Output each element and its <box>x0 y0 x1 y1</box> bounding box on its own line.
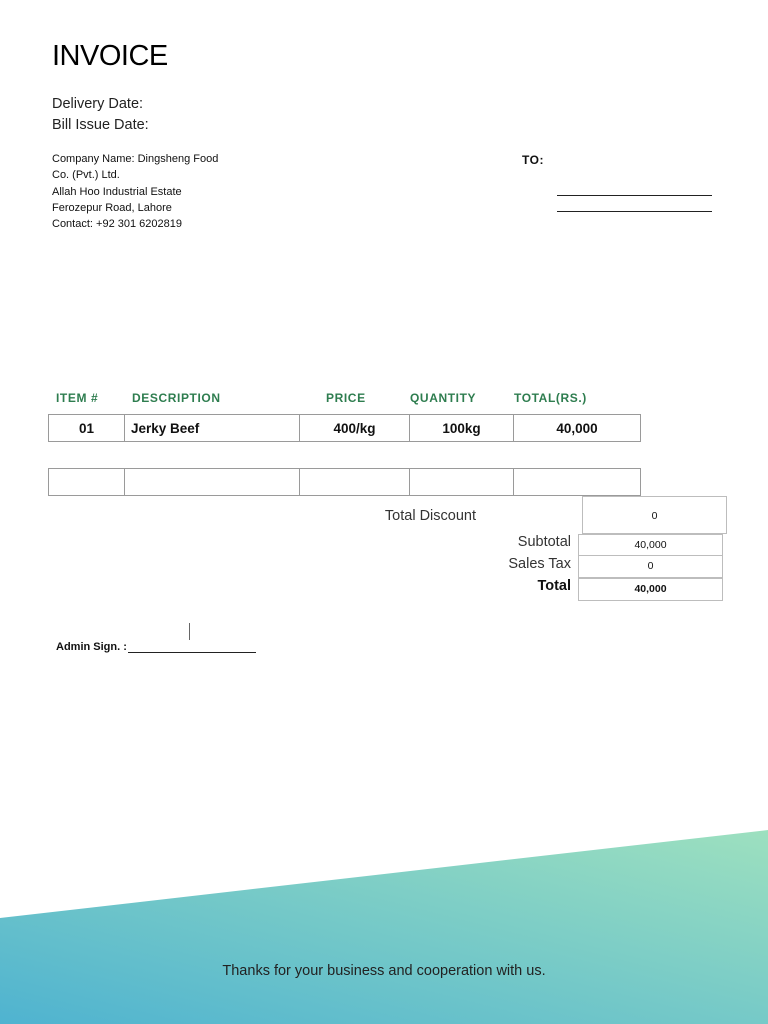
header-total: TOTAL(RS.) <box>514 391 587 405</box>
cell-price: 400/kg <box>300 415 410 442</box>
footer-gradient-band <box>0 830 768 1024</box>
invoice-title: INVOICE <box>52 40 168 72</box>
cell-quantity: 100kg <box>410 415 514 442</box>
header-quantity: QUANTITY <box>410 391 477 405</box>
header-price: PRICE <box>326 391 366 405</box>
header-item-number: ITEM # <box>56 391 99 405</box>
company-road-line: Ferozepur Road, Lahore <box>52 201 172 214</box>
cell-description: Jerky Beef <box>125 415 300 442</box>
recipient-line-1 <box>557 195 712 196</box>
total-value: 40,000 <box>578 578 723 601</box>
cell-empty <box>514 469 641 496</box>
admin-sign-label: Admin Sign. : <box>56 641 127 653</box>
company-estate-line: Allah Hoo Industrial Estate <box>52 185 182 198</box>
recipient-line-2 <box>557 211 712 212</box>
items-table <box>48 414 641 442</box>
delivery-date-label: Delivery Date: <box>52 96 144 112</box>
table-row <box>49 415 641 442</box>
total-discount-value: 0 <box>582 496 727 534</box>
total-label: Total <box>537 578 571 594</box>
bill-issue-date-label: Bill Issue Date: <box>52 117 149 133</box>
company-suffix-line: Co. (Pvt.) Ltd. <box>52 169 120 182</box>
cell-empty <box>49 469 125 496</box>
cell-empty <box>125 469 300 496</box>
admin-sign-line <box>128 652 256 653</box>
cell-empty <box>410 469 514 496</box>
cell-total: 40,000 <box>514 415 641 442</box>
company-address-block <box>52 151 272 232</box>
cell-empty <box>300 469 410 496</box>
company-contact-line: Contact: +92 301 6202819 <box>52 218 182 231</box>
subtotal-label: Subtotal <box>517 534 571 550</box>
text-cursor <box>189 623 190 640</box>
header-description: DESCRIPTION <box>132 391 221 405</box>
company-name-line: Company Name: Dingsheng Food <box>52 153 219 165</box>
cell-item-number: 01 <box>49 415 125 442</box>
footer-message: Thanks for your business and cooperation with us. <box>222 963 546 979</box>
sales-tax-label: Sales Tax <box>508 556 571 572</box>
empty-items-table <box>48 468 641 496</box>
subtotal-value: 40,000 <box>578 534 723 556</box>
total-discount-label: Total Discount <box>384 508 476 524</box>
sales-tax-value: 0 <box>578 555 723 578</box>
table-row-empty <box>49 469 641 496</box>
to-label: TO: <box>522 153 544 167</box>
